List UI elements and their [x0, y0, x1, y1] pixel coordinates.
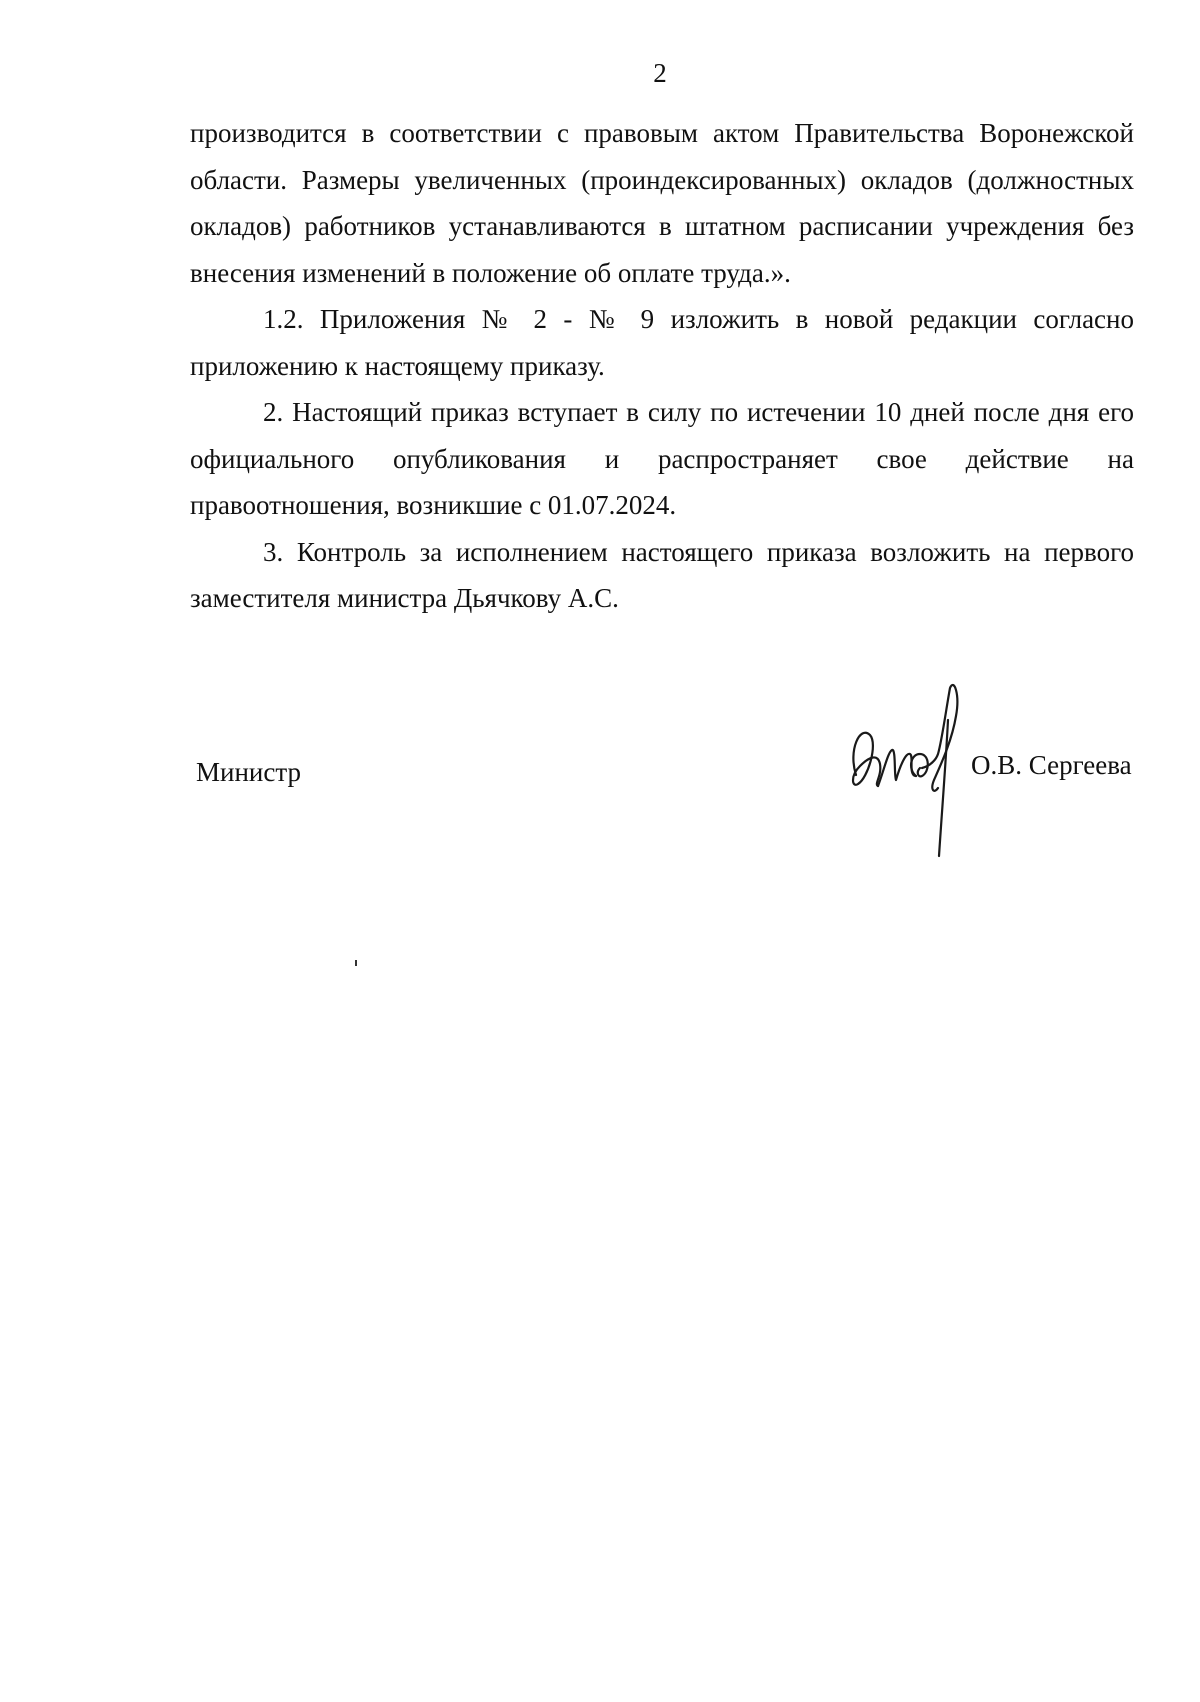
handwritten-signature	[838, 680, 978, 860]
paragraph-2: 2. Настоящий приказ вступает в силу по истечении 10 дней после дня его официального опубликования и распространяет свое действие на правоотношения, возникшие с 01.07.2024.	[190, 397, 1134, 520]
page-number: 2	[653, 58, 667, 88]
paragraph-3: 3. Контроль за исполнением настоящего приказа возложить на первого заместителя министра Дьячкову А.С.	[190, 536, 1134, 613]
signer-name: О.В. Сергеева	[971, 750, 1132, 780]
paragraph-1-2: 1.2. Приложения № 2 - № 9 изложить в новой редакции согласно приложению к настоящему приказу.	[190, 304, 1134, 381]
signer-role: Министр	[196, 757, 301, 787]
scan-artifact	[355, 960, 357, 966]
paragraph-continuation: производится в соответствии с правовым актом Правительства Воронежской области. Размеры увеличенных (проиндексированных) окладов (должностных окладов) работников устанавливаются в штатном расписании учреждения без внесения изменений в положение об оплате труда.».	[190, 118, 1134, 288]
